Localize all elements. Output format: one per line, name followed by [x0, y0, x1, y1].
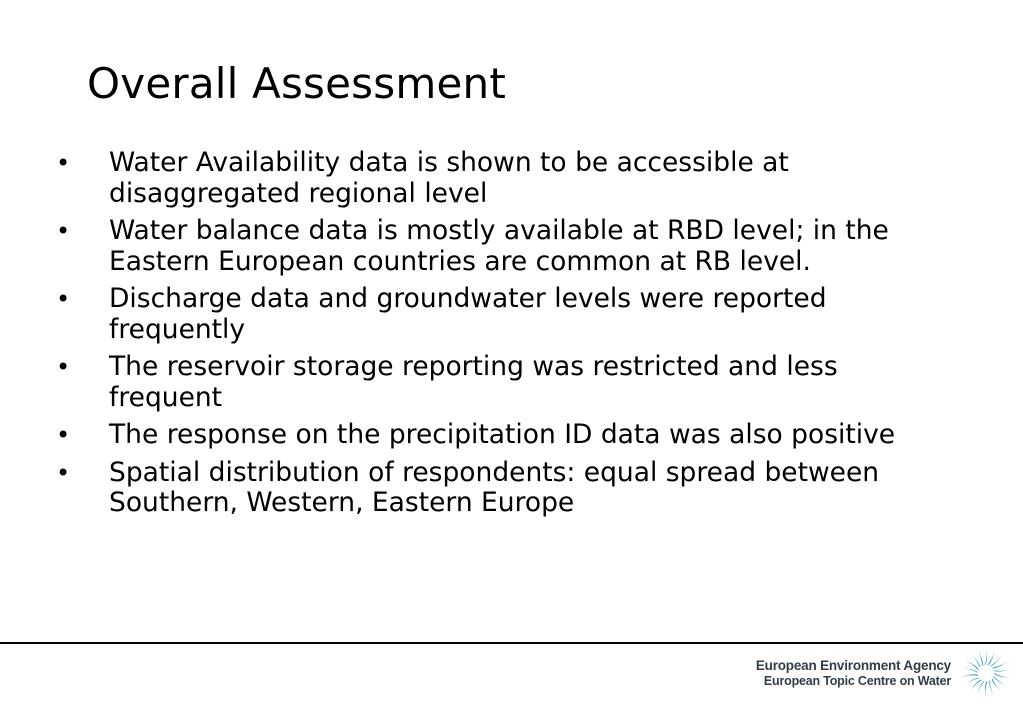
bullet-marker: •: [56, 458, 71, 487]
logo-ray: [962, 669, 978, 673]
bullet-text: The response on the precipitation ID data was also positive: [109, 419, 896, 450]
bullet-marker: •: [56, 149, 71, 177]
logo-ray: [970, 654, 980, 668]
bullet-text: Spatial distribution of respondents: equal spread between Southern, Western, Eastern Europe: [109, 456, 880, 518]
logo-text: [756, 658, 951, 689]
bullet-item: [56, 216, 936, 277]
bullet-item: [56, 284, 936, 345]
org-name: European Environment Agency: [755, 657, 951, 673]
bullet-marker: •: [56, 353, 71, 381]
logo-ray: [970, 680, 982, 692]
logo-ray: [992, 661, 1007, 669]
bullet-list: [56, 148, 936, 526]
bullet-item: [56, 458, 936, 519]
bullet-marker: •: [56, 217, 71, 245]
bullet-marker: •: [56, 421, 71, 449]
logo-ray: [964, 678, 979, 686]
bullet-text: Water balance data is mostly available at RBD level; in the Eastern European countries are common at RB level.: [109, 215, 889, 277]
logo-ray: [987, 650, 994, 665]
bullet-marker: •: [56, 285, 71, 313]
slide-title: Overall Assessment: [87, 59, 506, 108]
logo-ray: [985, 681, 987, 698]
logo-ray: [990, 654, 1002, 666]
eea-sun-logo-icon: [959, 646, 1013, 700]
bullet-text: Discharge data and groundwater levels were reported frequently: [109, 283, 827, 345]
bullet-text: The reservoir storage reporting was restricted and less frequent: [109, 351, 838, 413]
logo-ray: [994, 673, 1010, 677]
logo-ray: [977, 681, 984, 696]
bullet-item: [56, 352, 936, 413]
bullet-text: Water Availability data is shown to be accessible at disaggregated regional level: [109, 147, 789, 209]
logo-ray: [994, 669, 1011, 672]
logo-ray: [962, 674, 979, 677]
bullet-item: [56, 420, 936, 451]
eea-logo: [756, 644, 1013, 702]
org-subtitle: European Topic Centre on Water: [763, 673, 951, 688]
bullet-item: [56, 148, 936, 209]
logo-ray: [985, 648, 987, 665]
logo-ray: [992, 678, 1002, 692]
